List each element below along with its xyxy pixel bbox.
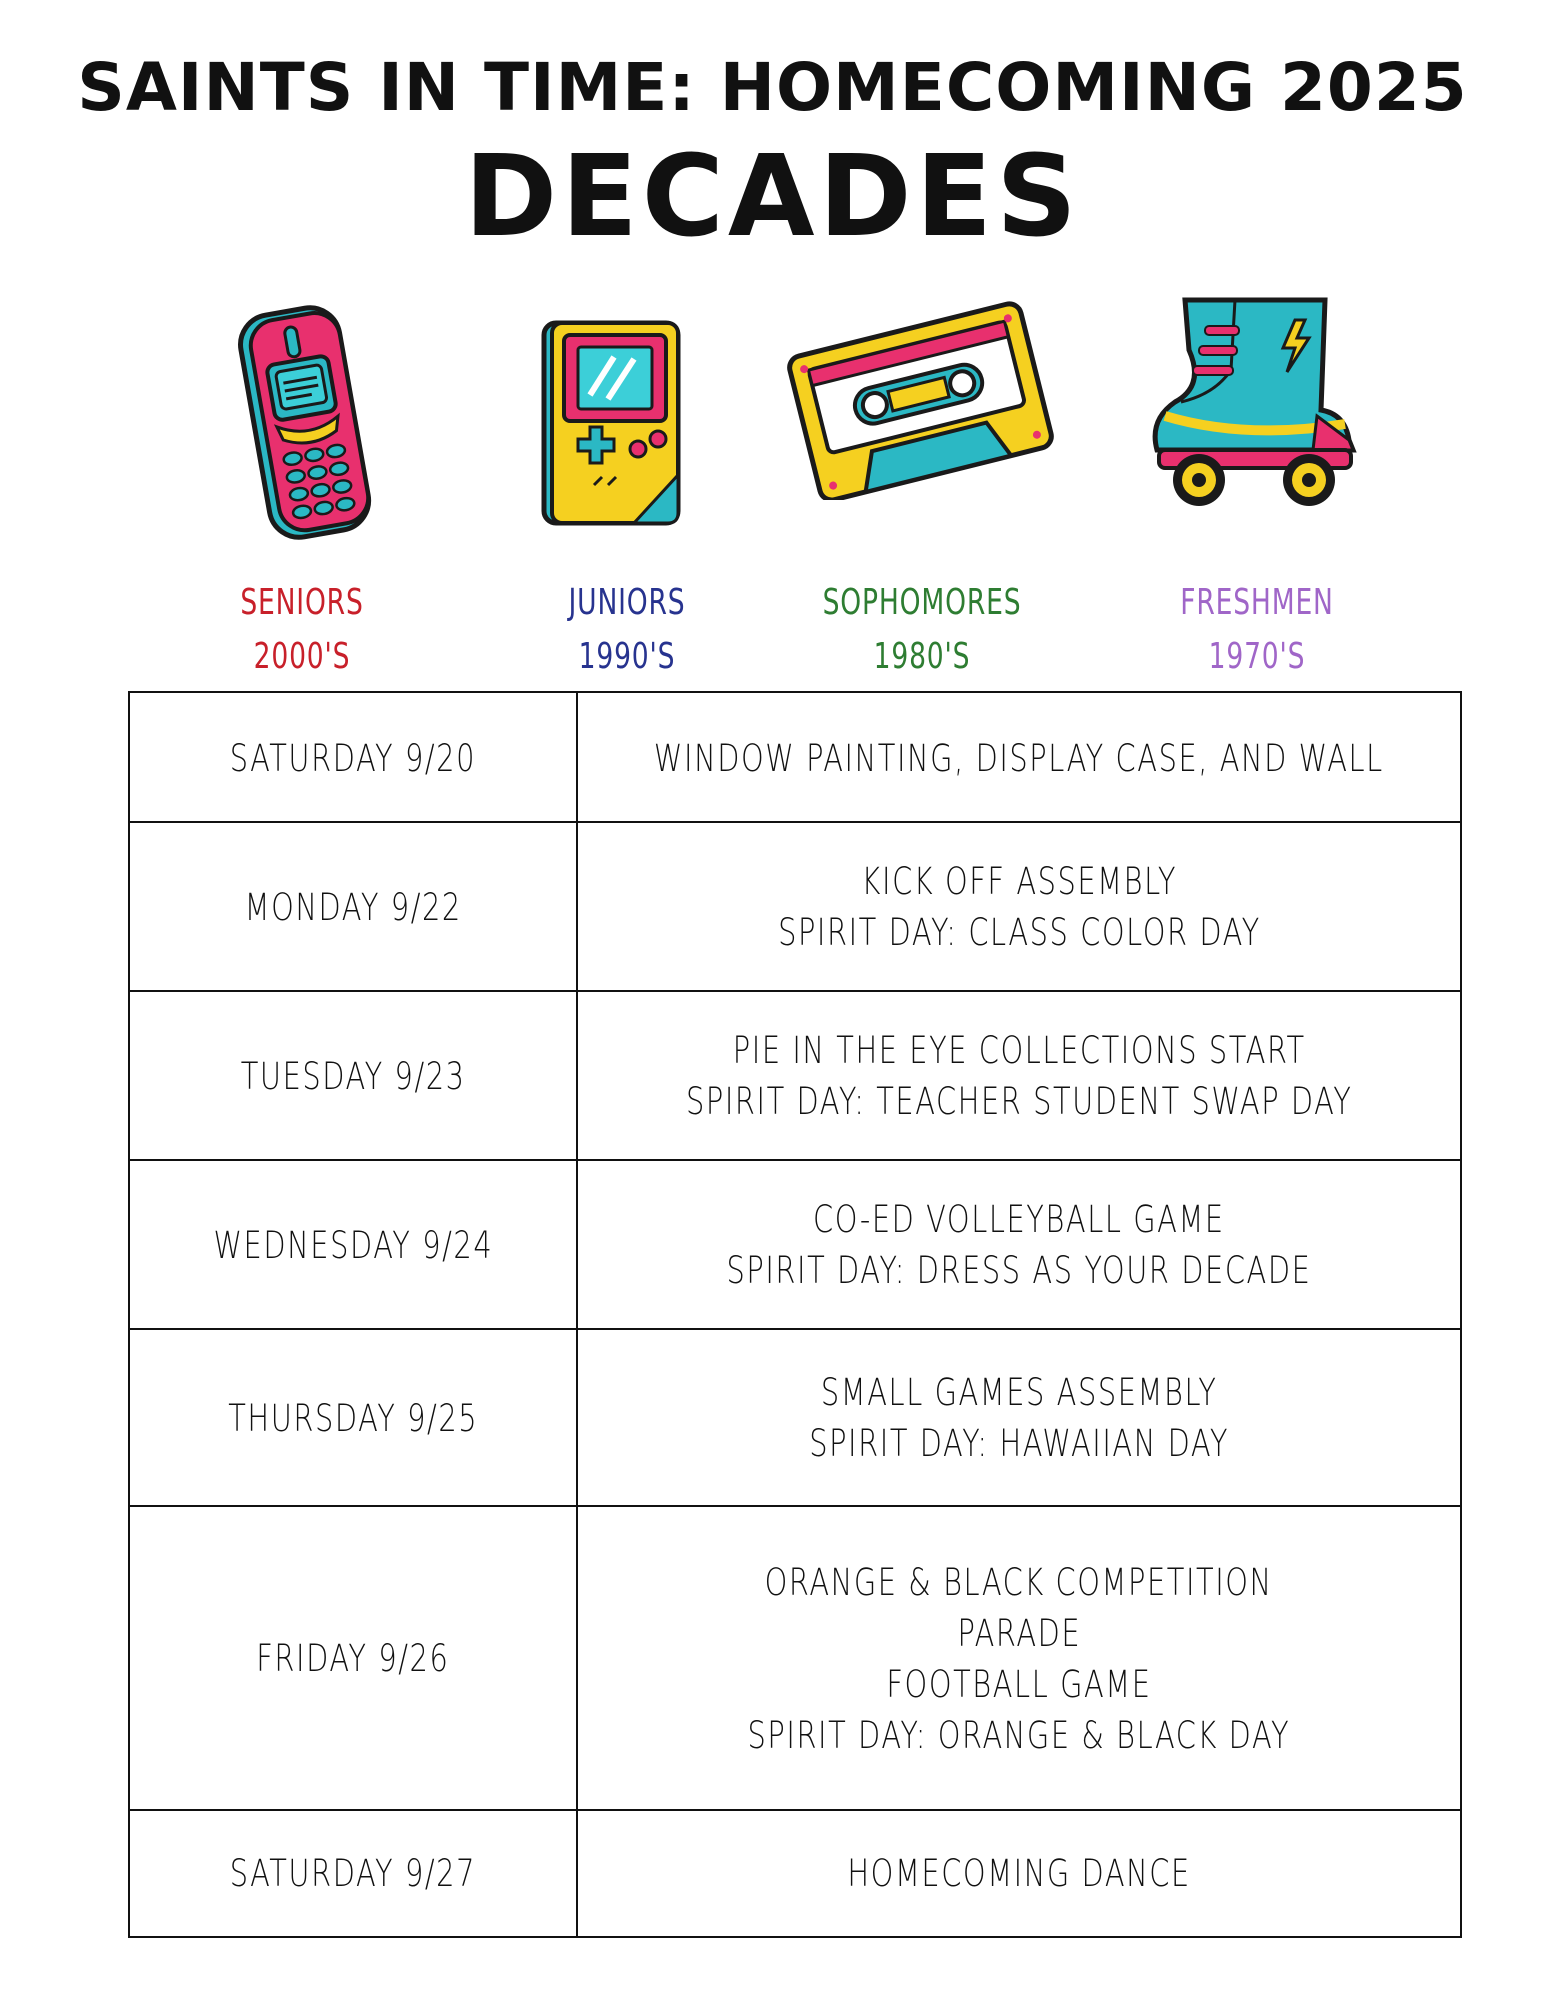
day-cell <box>130 693 578 823</box>
events-cell <box>578 992 1460 1160</box>
day-cell <box>130 1811 578 1936</box>
event-line: PARADE <box>957 1611 1081 1655</box>
flip-phone-icon <box>225 300 385 550</box>
schedule-row <box>130 693 1460 823</box>
schedule-row <box>130 1505 1460 1810</box>
day-label: WEDNESDAY 9/24 <box>213 1223 493 1267</box>
day-label: MONDAY 9/22 <box>244 885 462 929</box>
events-cell <box>578 1161 1460 1329</box>
event-line: SPIRIT DAY: DRESS AS YOUR DECADE <box>726 1249 1312 1292</box>
schedule-row <box>130 990 1460 1160</box>
class-name: SOPHOMORES <box>822 582 1022 623</box>
events-cell <box>578 1811 1460 1936</box>
class-decade: 1970'S <box>1208 636 1306 677</box>
event-line: KICK OFF ASSEMBLY <box>861 860 1177 903</box>
event-line: FOOTBALL GAME <box>886 1662 1152 1706</box>
event-line: SPIRIT DAY: HAWAIIAN DAY <box>809 1422 1229 1465</box>
class-name: FRESHMEN <box>1180 582 1334 623</box>
day-label: SATURDAY 9/20 <box>229 736 477 780</box>
event-line: CO-ED VOLLEYBALL GAME <box>813 1198 1225 1241</box>
class-label-sophomores <box>815 576 1028 684</box>
page-title: SAINTS IN TIME: HOMECOMING 2025 <box>77 49 1468 126</box>
schedule-table <box>128 691 1462 1938</box>
day-cell <box>130 1330 578 1506</box>
events-cell <box>578 1507 1460 1810</box>
schedule-row <box>130 1809 1460 1936</box>
day-label: TUESDAY 9/23 <box>240 1054 466 1098</box>
schedule-row <box>130 821 1460 991</box>
class-label-juniors <box>520 576 733 684</box>
day-cell <box>130 1507 578 1810</box>
handheld-game-console-icon <box>538 315 688 535</box>
class-name: SENIORS <box>240 582 364 623</box>
roller-skate-icon <box>1145 290 1360 510</box>
class-label-freshmen <box>1150 576 1363 684</box>
class-decade: 2000'S <box>253 636 351 677</box>
day-label: SATURDAY 9/27 <box>229 1852 477 1895</box>
event-line: SPIRIT DAY: ORANGE & BLACK DAY <box>747 1713 1291 1757</box>
events-cell <box>578 1330 1460 1506</box>
event-line: SPIRIT DAY: TEACHER STUDENT SWAP DAY <box>685 1080 1353 1123</box>
class-label-seniors <box>195 576 408 684</box>
class-decade: 1980'S <box>873 636 971 677</box>
schedule-row <box>130 1159 1460 1329</box>
schedule-row <box>130 1328 1460 1506</box>
day-cell <box>130 1161 578 1329</box>
cassette-tape-icon <box>785 300 1055 500</box>
event-line: HOMECOMING DANCE <box>847 1852 1191 1895</box>
event-line: WINDOW PAINTING, DISPLAY CASE, AND WALL <box>654 736 1384 780</box>
event-line: SMALL GAMES ASSEMBLY <box>820 1371 1218 1414</box>
day-label: THURSDAY 9/25 <box>228 1396 478 1440</box>
event-line: ORANGE & BLACK COMPETITION <box>764 1560 1274 1604</box>
event-line: SPIRIT DAY: CLASS COLOR DAY <box>777 911 1261 954</box>
event-line: PIE IN THE EYE COLLECTIONS START <box>732 1029 1306 1072</box>
day-cell <box>130 992 578 1160</box>
class-name: JUNIORS <box>568 582 686 623</box>
events-cell <box>578 693 1460 823</box>
day-cell <box>130 823 578 991</box>
day-label: FRIDAY 9/26 <box>256 1637 450 1680</box>
page-subtitle: DECADES <box>464 132 1081 262</box>
class-decade: 1990'S <box>578 636 676 677</box>
events-cell <box>578 823 1460 991</box>
